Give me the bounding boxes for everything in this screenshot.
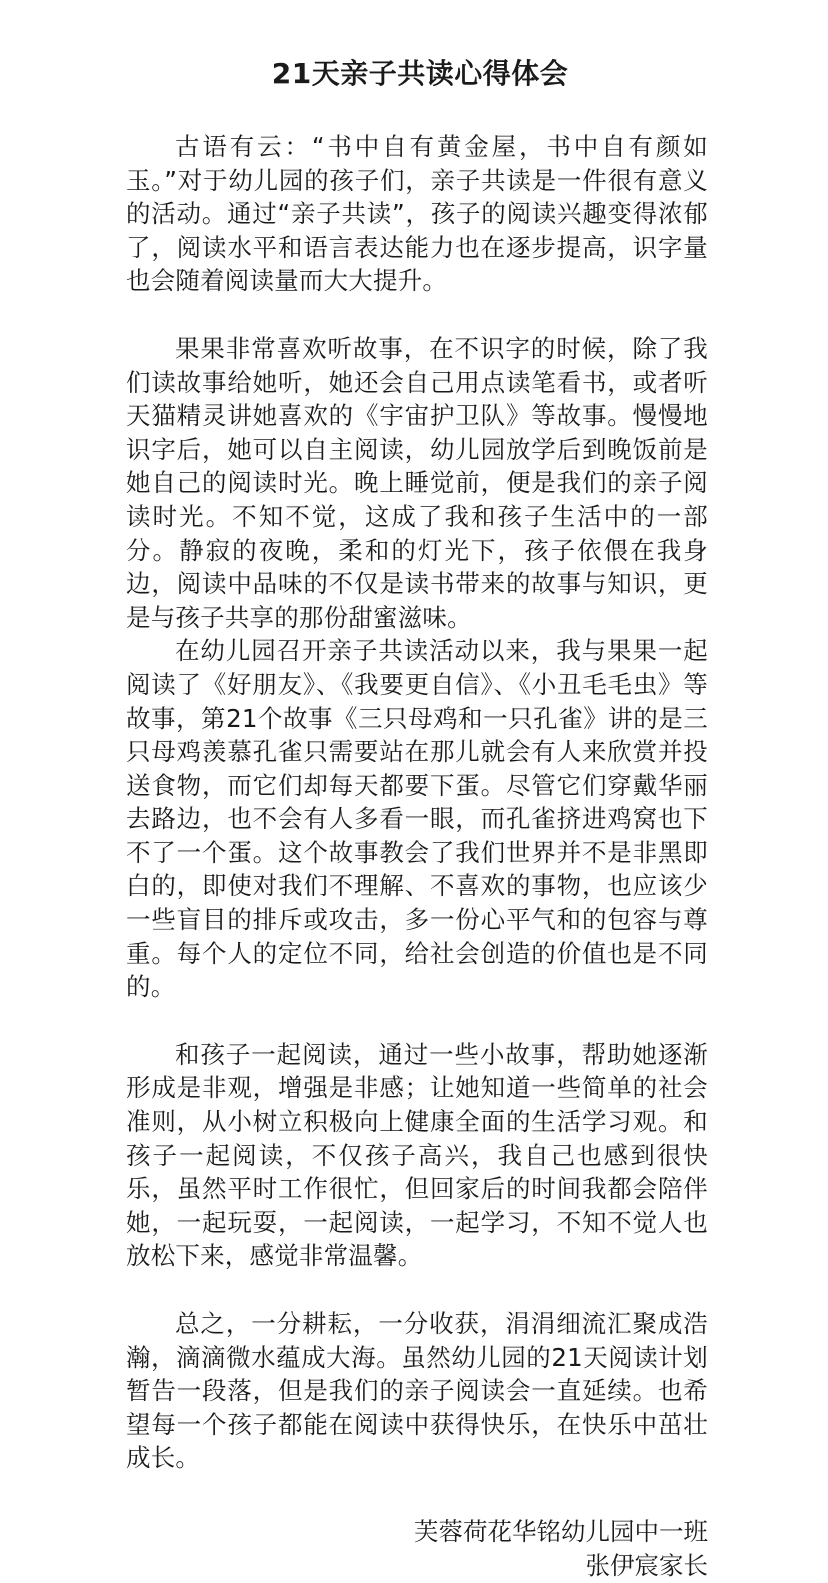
paragraph-gap [126,1273,708,1307]
document-title: 21天亲子共读心得体会 [271,57,569,90]
paragraph-5: 总之，一分耕耘，一分收获，涓涓细流汇聚成浩瀚，滴滴微水蕴成大海。虽然幼儿园的21天阅读计划暂告一段落，但是我们的亲子阅读会一直延续。也希望每一个孩子都能在阅读中获得快乐，在快乐中茁壮成长。 [126,1309,708,1473]
paragraph-4: 和孩子一起阅读，通过一些小故事，帮助她逐渐形成是非观，增强是非感；让她知道一些简单的社会准则，从小树立积极向上健康全面的生活学习观。和孩子一起阅读，不仅孩子高兴，我自己也感到很快乐，虽然平时工作很忙，但回家后的时间我都会陪伴她，一起玩耍，一起阅读，一起学习，不知不觉人也放松下来，感觉非常温馨。 [126,1039,708,1271]
signature-name: 张伊宸家长 [585,1550,708,1580]
signature-block [126,1515,708,1583]
paragraph-gap [126,298,708,332]
paragraph-3: 在幼儿园召开亲子共读活动以来，我与果果一起阅读了《好朋友》、《我要更自信》、《小丑毛毛虫》等故事，第21个故事《三只母鸡和一只孔雀》讲的是三只母鸡羡慕孔雀只需要站在那儿就会有人来欣赏并投送食物，而它们却每天都要下蛋。尽管它们穿戴华丽去路边，也不会有人多看一眼，而孔雀挤进鸡窝也下不了一个蛋。这个故事教会了我们世界并不是非黑即白的，即使对我们不理解、不喜欢的事物，也应该少一些盲目的排斥或攻击，多一份心平气和的包容与尊重。每个人的定位不同，给社会创造的价值也是不同的。 [126,636,708,1002]
signature-organization: 芙蓉荷花华铭幼儿园中一班 [414,1516,708,1546]
paragraph-1: 古语有云：“书中自有黄金屋，书中自有颜如玉。”对于幼儿园的孩子们，亲子共读是一件很有意义的活动。通过“亲子共读”，孩子的阅读兴趣变得浓郁了，阅读水平和语言表达能力也在逐步提高，识字量也会随着阅读量而大大提升。 [126,132,708,296]
paragraph-gap [126,1004,708,1038]
paragraph-2: 果果非常喜欢听故事，在不识字的时候，除了我们读故事给她听，她还会自己用点读笔看书，或者听天猫精灵讲她喜欢的《宇宙护卫队》等故事。慢慢地识字后，她可以自主阅读，幼儿园放学后到晚饭前是她自己的阅读时光。晚上睡觉前，便是我们的亲子阅读时光。不知不觉，这成了我和孩子生活中的一部分。静寂的夜晚，柔和的灯光下，孩子依偎在我身边，阅读中品味的不仅是读书带来的故事与知识，更是与孩子共享的那份甜蜜滋味。 [126,333,708,632]
